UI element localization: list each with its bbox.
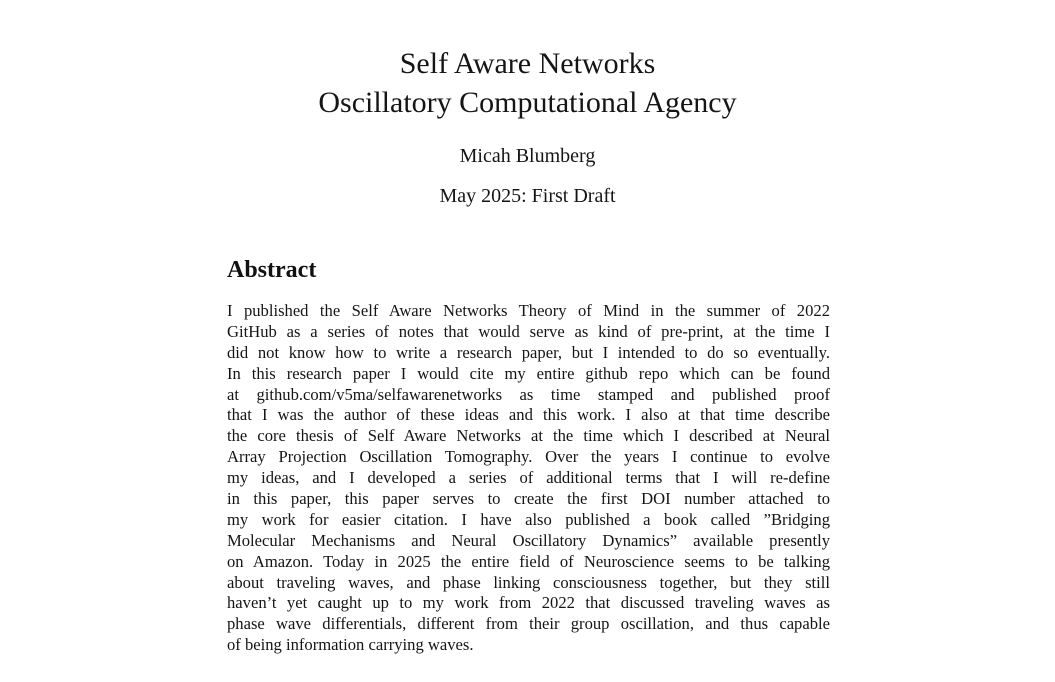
- abstract-heading: Abstract: [227, 257, 317, 283]
- abstract-line: the core thesis of Self Aware Networks at the time which I described at Neural: [227, 426, 830, 446]
- abstract-line: my ideas, and I developed a series of additional terms that I will re-define: [227, 468, 830, 488]
- abstract-line: on Amazon. Today in 2025 the entire field of Neuroscience seems to be talking: [227, 551, 830, 571]
- abstract-line: Array Projection Oscillation Tomography. Over the years I continue to evolve: [227, 447, 830, 467]
- abstract-line: did not know how to write a research paper, but I intended to do so eventually.: [227, 342, 830, 362]
- abstract-line: my work for easier citation. I have also published a book called ”Bridging: [227, 509, 830, 529]
- abstract-line: that I was the author of these ideas and this work. I also at that time describe: [227, 405, 830, 425]
- abstract-line: phase wave differentials, different from their group oscillation, and thus capable: [227, 614, 830, 634]
- abstract-body: [227, 301, 830, 656]
- title-line-2: Oscillatory Computational Agency: [318, 86, 737, 119]
- abstract-line: Molecular Mechanisms and Neural Oscillatory Dynamics” available presently: [227, 530, 830, 550]
- abstract-line: haven’t yet caught up to my work from 2022 that discussed traveling waves as: [227, 593, 830, 613]
- paper-date: May 2025: First Draft: [439, 185, 616, 207]
- title-line-1: Self Aware Networks: [399, 47, 656, 80]
- paper-title: [0, 44, 1055, 122]
- abstract-line: of being information carrying waves.: [227, 635, 474, 655]
- abstract-line: I published the Self Aware Networks Theory of Mind in the summer of 2022: [227, 301, 830, 320]
- abstract-line: in this paper, this paper serves to create the first DOI number attached to: [227, 489, 830, 509]
- paper-author: Micah Blumberg: [459, 145, 596, 167]
- abstract-line: about traveling waves, and phase linking consciousness together, but they still: [227, 572, 830, 592]
- abstract-line: at github.com/v5ma/selfawarenetworks as time stamped and published proof: [227, 384, 830, 404]
- abstract-line: GitHub as a series of notes that would serve as kind of pre-print, at the time I: [227, 321, 830, 341]
- abstract-line: In this research paper I would cite my entire github repo which can be found: [227, 363, 830, 383]
